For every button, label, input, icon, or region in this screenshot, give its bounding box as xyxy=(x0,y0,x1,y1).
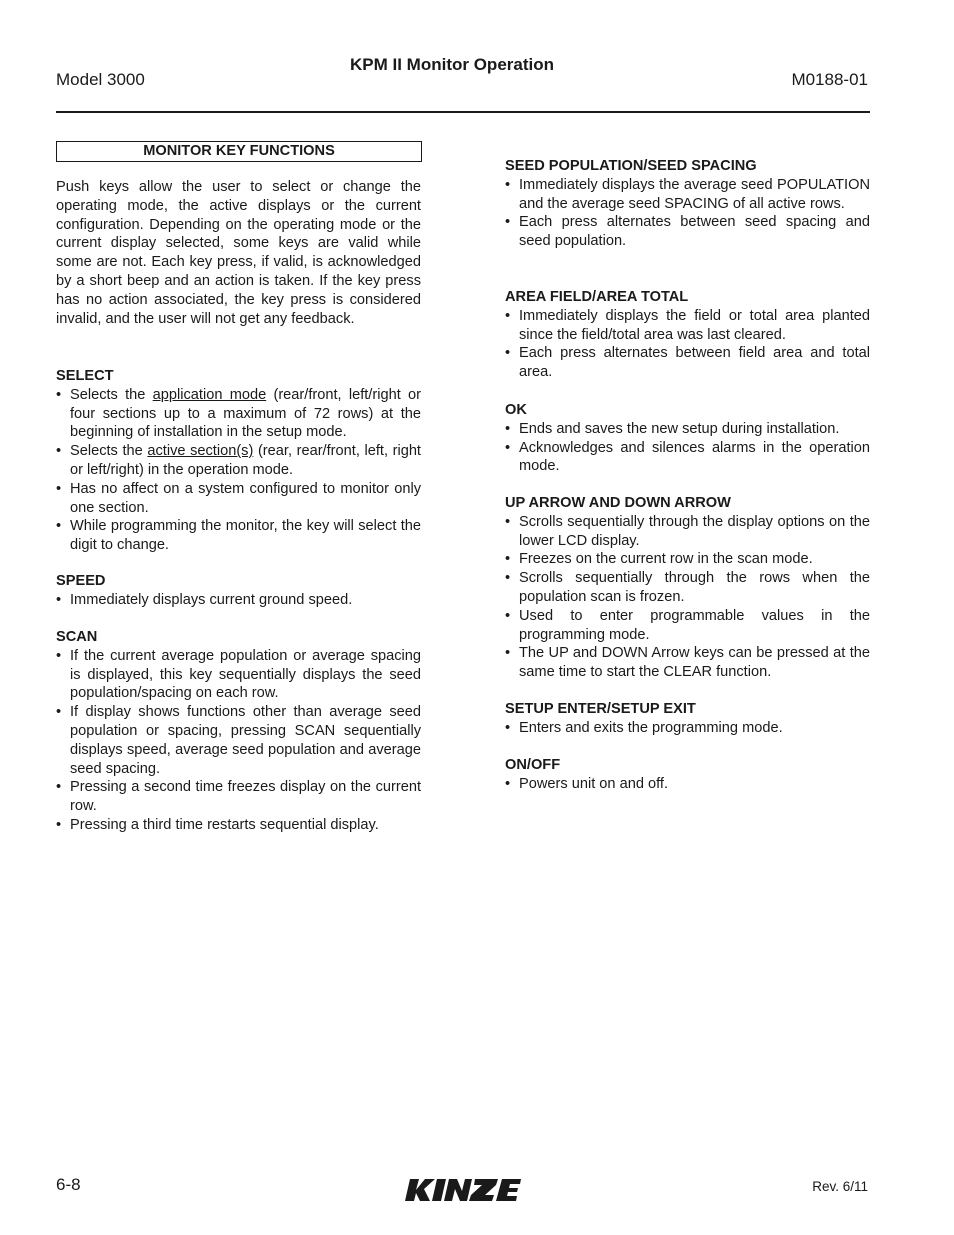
setup-section xyxy=(505,700,870,738)
list-item: • Pressing a second time freezes display on the current row. xyxy=(56,778,421,816)
area-section xyxy=(505,288,870,382)
arrows-list xyxy=(505,513,870,682)
item-text: (rear, rear/front, left, right or left/right) in the operation mode. xyxy=(70,443,421,478)
list-item: • Each press alternates between seed spacing and seed population. xyxy=(505,213,870,251)
list-item xyxy=(56,442,421,480)
select-list xyxy=(56,386,421,555)
ok-list xyxy=(505,420,870,476)
seed-heading: SEED POPULATION/SEED SPACING xyxy=(505,158,757,174)
list-item xyxy=(56,386,421,442)
select-heading: SELECT xyxy=(56,368,114,384)
list-item: • If display shows functions other than average seed population or spacing, pressing SCAN sequentially displays speed, average seed population and average seed spacing. xyxy=(56,703,421,778)
page-title: KPM II Monitor Operation xyxy=(350,55,554,74)
ok-section xyxy=(505,401,870,476)
list-item: • Used to enter programmable values in the programming mode. xyxy=(505,607,870,645)
intro-paragraph: Push keys allow the user to select or change the operating mode, the active displays or the current configuration. Depending on the operating mode or the current display selected, some keys are valid while some are not. Each key press, if valid, is acknowledged by a short beep and an action is taken. If the key press has no action associated, the key press is considered invalid, and the user will not get any feedback. xyxy=(56,179,421,327)
header-divider xyxy=(56,111,870,113)
onoff-list xyxy=(505,775,870,794)
kinze-logo xyxy=(404,1176,522,1204)
list-item: • Immediately displays current ground speed. xyxy=(56,591,421,610)
select-section xyxy=(56,367,421,555)
item-text: Selects the xyxy=(70,443,148,460)
seed-section xyxy=(505,157,870,251)
setup-heading: SETUP ENTER/SETUP EXIT xyxy=(505,701,696,717)
list-item: • Each press alternates between field area and total area. xyxy=(505,344,870,382)
arrows-heading: UP ARROW AND DOWN ARROW xyxy=(505,495,731,511)
list-item: • Scrolls sequentially through the display options on the lower LCD display. xyxy=(505,513,870,551)
list-item: • Acknowledges and silences alarms in the operation mode. xyxy=(505,439,870,477)
item-text: Selects the xyxy=(70,386,153,403)
list-item: • While programming the monitor, the key will select the digit to change. xyxy=(56,517,421,555)
area-list xyxy=(505,307,870,382)
onoff-section xyxy=(505,756,870,794)
list-item: • Scrolls sequentially through the rows when the population scan is frozen. xyxy=(505,569,870,607)
list-item: • Immediately displays the average seed POPULATION and the average seed SPACING of all active rows. xyxy=(505,176,870,214)
page-number: 6-8 xyxy=(56,1175,81,1194)
application-mode-term: application mode xyxy=(152,386,267,403)
active-sections-term: active section(s) xyxy=(147,443,254,460)
area-heading: AREA FIELD/AREA TOTAL xyxy=(505,289,689,305)
list-item: • Has no affect on a system configured to monitor only one section. xyxy=(56,480,421,518)
speed-section xyxy=(56,572,421,610)
list-item: • Powers unit on and off. xyxy=(505,775,870,794)
speed-heading: SPEED xyxy=(56,573,106,589)
ok-heading: OK xyxy=(505,402,527,418)
list-item: • Enters and exits the programming mode. xyxy=(505,719,870,738)
section-box-title: MONITOR KEY FUNCTIONS xyxy=(56,141,422,162)
list-item: • Immediately displays the field or total area planted since the field/total area was last cleared. xyxy=(505,307,870,345)
list-item: • The UP and DOWN Arrow keys can be pressed at the same time to start the CLEAR function. xyxy=(505,644,870,682)
seed-list xyxy=(505,176,870,251)
doc-number: M0188-01 xyxy=(791,70,868,89)
model-label: Model 3000 xyxy=(56,70,145,89)
scan-list xyxy=(56,647,421,835)
list-item: • Freezes on the current row in the scan mode. xyxy=(505,550,870,569)
item-text: (rear/front, left/right or four sections up to a maximum of 72 rows) at the beginning of installation in the setup mode. xyxy=(70,386,421,441)
list-item: • Ends and saves the new setup during installation. xyxy=(505,420,870,439)
setup-list xyxy=(505,719,870,738)
speed-list xyxy=(56,591,421,610)
scan-heading: SCAN xyxy=(56,629,98,645)
revision-label: Rev. 6/11 xyxy=(812,1179,868,1194)
scan-section xyxy=(56,628,421,835)
list-item: • Pressing a third time restarts sequential display. xyxy=(56,816,421,835)
arrows-section xyxy=(505,494,870,682)
onoff-heading: ON/OFF xyxy=(505,757,561,773)
list-item: • If the current average population or average spacing is displayed, this key sequentially displays the seed population/spacing on each row. xyxy=(56,647,421,703)
